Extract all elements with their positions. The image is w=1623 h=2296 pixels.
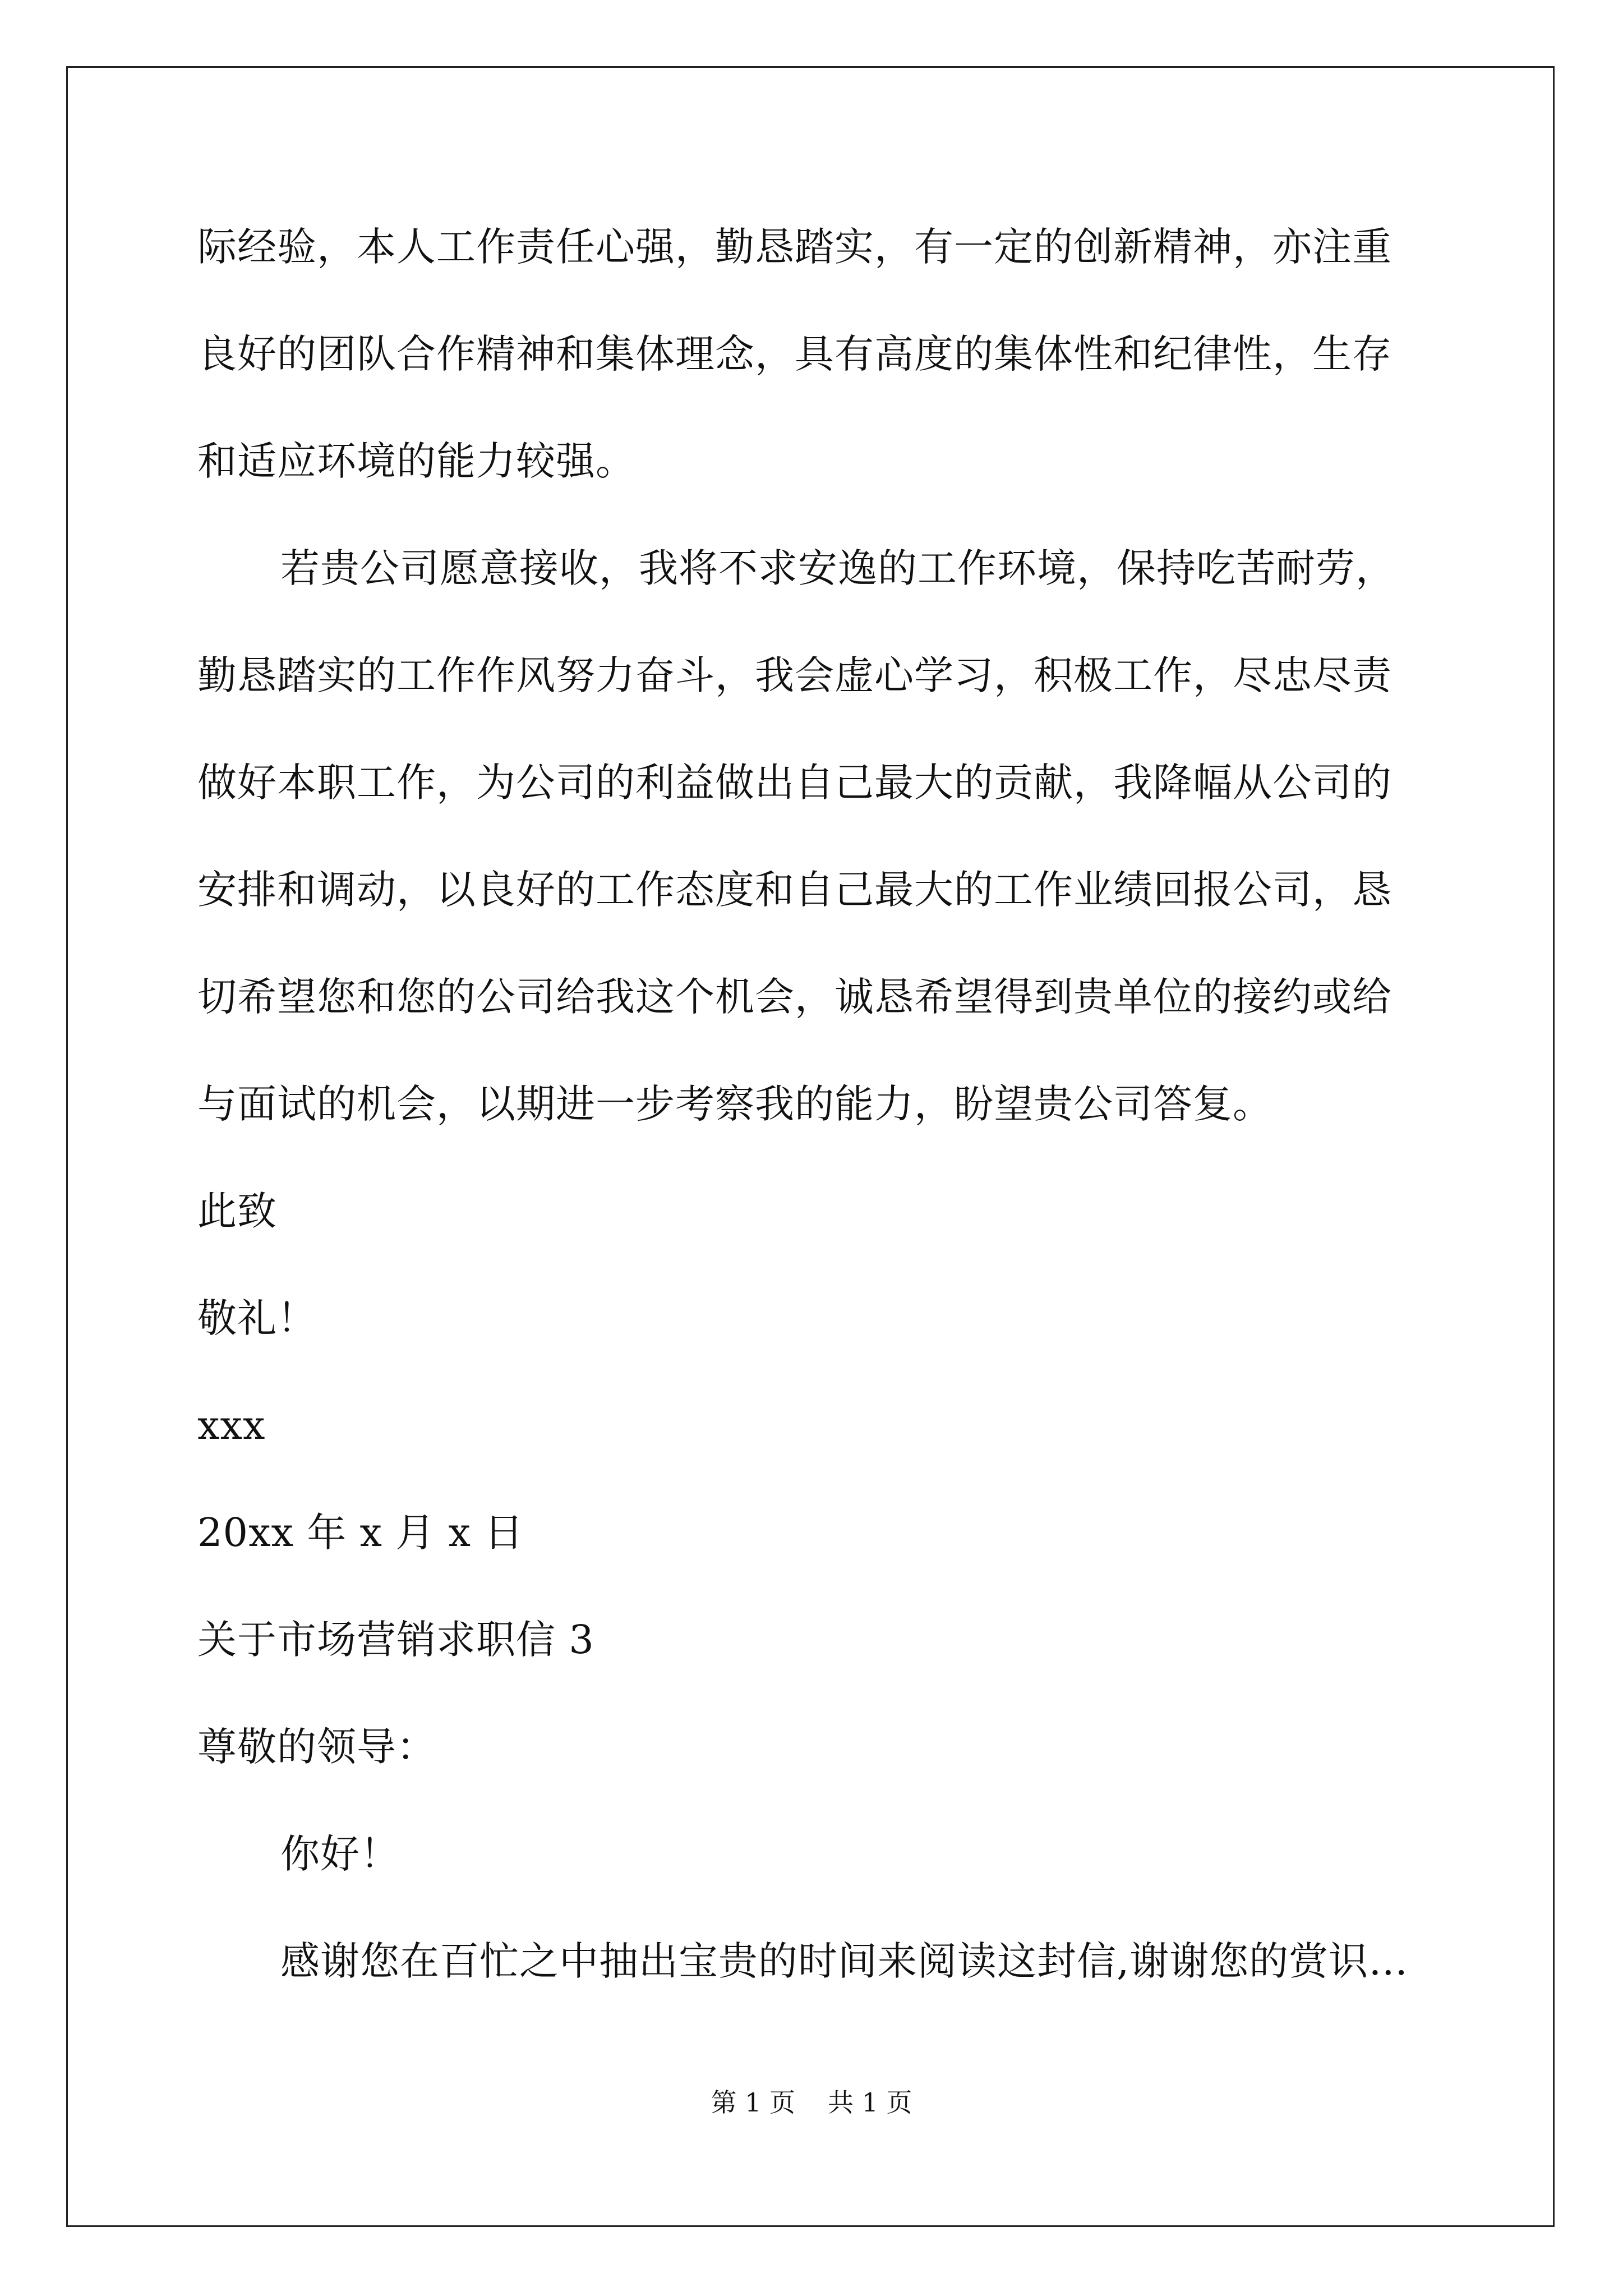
closing-regards: 敬礼！ [197,1295,317,1341]
greeting-hello: 你好！ [280,1831,400,1877]
paragraph-line: 际经验，本人工作责任心强，勤恳踏实，有一定的创新精神，亦注重 [197,224,1392,270]
paragraph-line: 做好本职工作，为公司的利益做出自己最大的贡献，我降幅从公司的 [197,760,1392,806]
paragraph-line: 良好的团队合作精神和集体理念，具有高度的集体性和纪律性，生存 [197,331,1392,377]
page-number: 第 1 页 [711,2087,795,2118]
paragraph-line: 安排和调动，以良好的工作态度和自己最大的工作业绩回报公司，恳 [197,867,1392,913]
paragraph-line: 切希望您和您的公司给我这个机会，诚恳希望得到贵单位的接约或给 [197,974,1392,1020]
signature-name: xxx [197,1402,266,1448]
paragraph-line: 与面试的机会，以期进一步考察我的能力，盼望贵公司答复。 [197,1081,1272,1127]
paragraph-line: 若贵公司愿意接收，我将不求安逸的工作环境，保持吃苦耐劳， [280,545,1395,591]
paragraph-line: 勤恳踏实的工作作风努力奋斗，我会虚心学习，积极工作，尽忠尽责 [197,652,1392,698]
page-total: 共 1 页 [828,2087,912,2118]
paragraph-line: 和适应环境的能力较强。 [197,438,635,484]
paragraph-line: 感谢您在百忙之中抽出宝贵的时间来阅读这封信,谢谢您的赏识… [280,1938,1409,1984]
section-heading: 关于市场营销求职信 3 [197,1617,594,1663]
signature-date: 20xx 年 x 月 x 日 [197,1510,524,1556]
closing-salutation: 此致 [197,1188,277,1234]
greeting: 尊敬的领导： [197,1724,436,1770]
page-footer [0,2086,1623,2119]
document-body [197,219,1442,2040]
